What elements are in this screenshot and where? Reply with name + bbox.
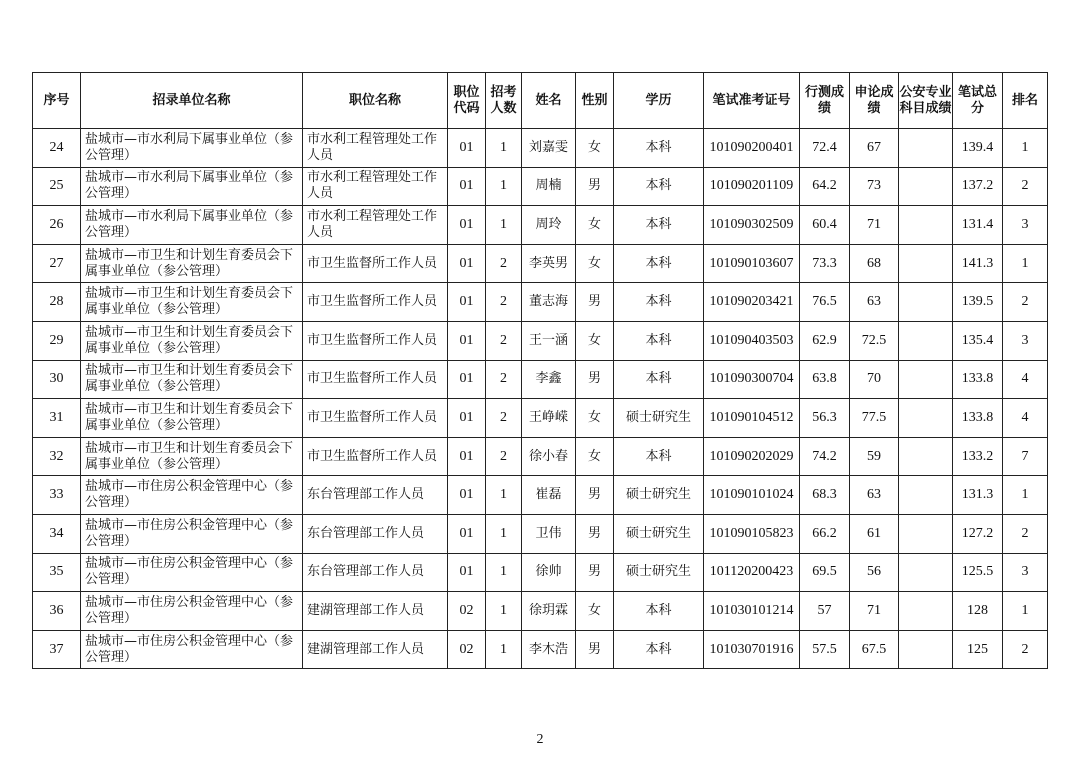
cell-rank: 4: [1003, 399, 1048, 438]
cell-unit: 盐城市—市住房公积金管理中心（参公管理）: [81, 630, 303, 669]
cell-name: 徐玥霖: [522, 592, 576, 631]
cell-total: 139.4: [953, 129, 1003, 168]
cell-position: 东台管理部工作人员: [303, 553, 448, 592]
cell-police: [899, 630, 953, 669]
cell-xingce: 72.4: [800, 129, 850, 168]
cell-shenlun: 73: [850, 167, 899, 206]
cell-total: 125.5: [953, 553, 1003, 592]
cell-rank: 2: [1003, 283, 1048, 322]
cell-position: 东台管理部工作人员: [303, 476, 448, 515]
cell-gender: 男: [576, 283, 614, 322]
cell-code: 01: [448, 283, 486, 322]
cell-police: [899, 476, 953, 515]
cell-gender: 女: [576, 321, 614, 360]
cell-ticket: 101090302509: [704, 206, 800, 245]
cell-gender: 女: [576, 399, 614, 438]
cell-gender: 男: [576, 553, 614, 592]
cell-xingce: 64.2: [800, 167, 850, 206]
cell-rank: 2: [1003, 167, 1048, 206]
table-row: [33, 553, 1048, 592]
header-unit: 招录单位名称: [81, 73, 303, 129]
cell-gender: 女: [576, 129, 614, 168]
cell-count: 2: [486, 360, 522, 399]
cell-edu: 本科: [614, 283, 704, 322]
cell-shenlun: 70: [850, 360, 899, 399]
table-row: [33, 244, 1048, 283]
header-shenlun: 申论成绩: [850, 73, 899, 129]
cell-xingce: 68.3: [800, 476, 850, 515]
cell-shenlun: 63: [850, 283, 899, 322]
table-row: [33, 283, 1048, 322]
cell-code: 01: [448, 244, 486, 283]
cell-edu: 本科: [614, 437, 704, 476]
cell-rank: 3: [1003, 206, 1048, 245]
table-row: [33, 129, 1048, 168]
cell-shenlun: 71: [850, 592, 899, 631]
table-row: [33, 630, 1048, 669]
table-body: [33, 129, 1048, 669]
cell-xingce: 63.8: [800, 360, 850, 399]
cell-name: 周玲: [522, 206, 576, 245]
cell-name: 董志海: [522, 283, 576, 322]
cell-xingce: 56.3: [800, 399, 850, 438]
cell-gender: 女: [576, 244, 614, 283]
cell-total: 137.2: [953, 167, 1003, 206]
cell-total: 125: [953, 630, 1003, 669]
cell-ticket: 101090105823: [704, 514, 800, 553]
cell-ticket: 101090203421: [704, 283, 800, 322]
header-total: 笔试总分: [953, 73, 1003, 129]
cell-ticket: 101090201109: [704, 167, 800, 206]
cell-edu: 本科: [614, 129, 704, 168]
table-row: [33, 399, 1048, 438]
score-table: [32, 72, 1048, 669]
cell-seq: 28: [33, 283, 81, 322]
cell-rank: 1: [1003, 476, 1048, 515]
cell-rank: 4: [1003, 360, 1048, 399]
cell-count: 1: [486, 167, 522, 206]
cell-shenlun: 72.5: [850, 321, 899, 360]
cell-name: 李木浩: [522, 630, 576, 669]
cell-unit: 盐城市—市卫生和计划生育委员会下属事业单位（参公管理）: [81, 244, 303, 283]
page-number: 2: [536, 732, 544, 747]
cell-gender: 男: [576, 167, 614, 206]
cell-xingce: 62.9: [800, 321, 850, 360]
cell-rank: 2: [1003, 514, 1048, 553]
cell-unit: 盐城市—市水利局下属事业单位（参公管理）: [81, 129, 303, 168]
cell-unit: 盐城市—市卫生和计划生育委员会下属事业单位（参公管理）: [81, 283, 303, 322]
cell-gender: 男: [576, 630, 614, 669]
cell-position: 市卫生监督所工作人员: [303, 437, 448, 476]
cell-police: [899, 360, 953, 399]
cell-position: 市卫生监督所工作人员: [303, 283, 448, 322]
cell-total: 127.2: [953, 514, 1003, 553]
cell-ticket: 101090101024: [704, 476, 800, 515]
cell-total: 131.4: [953, 206, 1003, 245]
cell-seq: 27: [33, 244, 81, 283]
table-row: [33, 514, 1048, 553]
cell-police: [899, 399, 953, 438]
cell-seq: 30: [33, 360, 81, 399]
cell-shenlun: 68: [850, 244, 899, 283]
cell-total: 133.2: [953, 437, 1003, 476]
cell-total: 131.3: [953, 476, 1003, 515]
cell-gender: 女: [576, 592, 614, 631]
cell-xingce: 57.5: [800, 630, 850, 669]
table-row: [33, 592, 1048, 631]
cell-ticket: 101090202029: [704, 437, 800, 476]
cell-ticket: 101120200423: [704, 553, 800, 592]
cell-ticket: 101030701916: [704, 630, 800, 669]
cell-position: 市卫生监督所工作人员: [303, 399, 448, 438]
cell-gender: 女: [576, 437, 614, 476]
header-xingce: 行测成绩: [800, 73, 850, 129]
cell-code: 01: [448, 129, 486, 168]
cell-position: 市卫生监督所工作人员: [303, 244, 448, 283]
cell-code: 01: [448, 206, 486, 245]
cell-ticket: 101090104512: [704, 399, 800, 438]
cell-count: 1: [486, 206, 522, 245]
cell-shenlun: 77.5: [850, 399, 899, 438]
cell-unit: 盐城市—市水利局下属事业单位（参公管理）: [81, 167, 303, 206]
cell-count: 2: [486, 321, 522, 360]
header-edu: 学历: [614, 73, 704, 129]
cell-total: 133.8: [953, 360, 1003, 399]
cell-edu: 硕士研究生: [614, 399, 704, 438]
cell-edu: 本科: [614, 321, 704, 360]
cell-edu: 本科: [614, 360, 704, 399]
cell-code: 01: [448, 437, 486, 476]
cell-code: 02: [448, 592, 486, 631]
cell-code: 01: [448, 167, 486, 206]
cell-seq: 34: [33, 514, 81, 553]
header-ticket: 笔试准考证号: [704, 73, 800, 129]
cell-shenlun: 71: [850, 206, 899, 245]
cell-rank: 1: [1003, 244, 1048, 283]
cell-seq: 29: [33, 321, 81, 360]
header-name: 姓名: [522, 73, 576, 129]
cell-count: 1: [486, 630, 522, 669]
cell-xingce: 66.2: [800, 514, 850, 553]
cell-unit: 盐城市—市卫生和计划生育委员会下属事业单位（参公管理）: [81, 437, 303, 476]
cell-edu: 本科: [614, 167, 704, 206]
cell-position: 建湖管理部工作人员: [303, 630, 448, 669]
cell-shenlun: 59: [850, 437, 899, 476]
header-code: 职位代码: [448, 73, 486, 129]
cell-unit: 盐城市—市住房公积金管理中心（参公管理）: [81, 592, 303, 631]
cell-unit: 盐城市—市住房公积金管理中心（参公管理）: [81, 514, 303, 553]
cell-name: 周楠: [522, 167, 576, 206]
cell-shenlun: 56: [850, 553, 899, 592]
cell-seq: 31: [33, 399, 81, 438]
cell-edu: 硕士研究生: [614, 514, 704, 553]
cell-position: 市水利工程管理处工作人员: [303, 129, 448, 168]
cell-ticket: 101090103607: [704, 244, 800, 283]
cell-name: 徐帅: [522, 553, 576, 592]
cell-seq: 25: [33, 167, 81, 206]
cell-unit: 盐城市—市卫生和计划生育委员会下属事业单位（参公管理）: [81, 399, 303, 438]
cell-count: 2: [486, 437, 522, 476]
cell-position: 市卫生监督所工作人员: [303, 360, 448, 399]
cell-code: 01: [448, 514, 486, 553]
cell-count: 2: [486, 283, 522, 322]
cell-unit: 盐城市—市卫生和计划生育委员会下属事业单位（参公管理）: [81, 360, 303, 399]
table-row: [33, 167, 1048, 206]
cell-position: 建湖管理部工作人员: [303, 592, 448, 631]
cell-police: [899, 129, 953, 168]
cell-police: [899, 553, 953, 592]
cell-total: 141.3: [953, 244, 1003, 283]
header-seq: 序号: [33, 73, 81, 129]
cell-code: 02: [448, 630, 486, 669]
cell-xingce: 60.4: [800, 206, 850, 245]
table-row: [33, 437, 1048, 476]
cell-edu: 本科: [614, 244, 704, 283]
cell-total: 139.5: [953, 283, 1003, 322]
cell-seq: 24: [33, 129, 81, 168]
cell-edu: 本科: [614, 206, 704, 245]
cell-gender: 男: [576, 360, 614, 399]
cell-count: 1: [486, 476, 522, 515]
header-gender: 性别: [576, 73, 614, 129]
header-count: 招考人数: [486, 73, 522, 129]
cell-xingce: 76.5: [800, 283, 850, 322]
cell-shenlun: 63: [850, 476, 899, 515]
cell-code: 01: [448, 360, 486, 399]
cell-rank: 1: [1003, 592, 1048, 631]
cell-rank: 1: [1003, 129, 1048, 168]
cell-code: 01: [448, 476, 486, 515]
table-row: [33, 476, 1048, 515]
cell-seq: 26: [33, 206, 81, 245]
cell-rank: 7: [1003, 437, 1048, 476]
cell-ticket: 101090300704: [704, 360, 800, 399]
cell-ticket: 101030101214: [704, 592, 800, 631]
cell-code: 01: [448, 321, 486, 360]
cell-name: 刘嘉雯: [522, 129, 576, 168]
cell-shenlun: 67: [850, 129, 899, 168]
cell-seq: 37: [33, 630, 81, 669]
cell-edu: 硕士研究生: [614, 553, 704, 592]
cell-count: 2: [486, 244, 522, 283]
cell-police: [899, 206, 953, 245]
cell-police: [899, 244, 953, 283]
table-header-row: [33, 73, 1048, 129]
cell-position: 东台管理部工作人员: [303, 514, 448, 553]
cell-seq: 35: [33, 553, 81, 592]
cell-xingce: 57: [800, 592, 850, 631]
cell-police: [899, 321, 953, 360]
cell-edu: 本科: [614, 630, 704, 669]
cell-code: 01: [448, 399, 486, 438]
cell-edu: 硕士研究生: [614, 476, 704, 515]
cell-name: 李鑫: [522, 360, 576, 399]
cell-position: 市水利工程管理处工作人员: [303, 167, 448, 206]
cell-count: 1: [486, 553, 522, 592]
cell-gender: 男: [576, 514, 614, 553]
cell-unit: 盐城市—市住房公积金管理中心（参公管理）: [81, 476, 303, 515]
cell-name: 王一涵: [522, 321, 576, 360]
cell-code: 01: [448, 553, 486, 592]
cell-position: 市水利工程管理处工作人员: [303, 206, 448, 245]
cell-police: [899, 592, 953, 631]
cell-total: 133.8: [953, 399, 1003, 438]
cell-ticket: 101090200401: [704, 129, 800, 168]
cell-name: 李英男: [522, 244, 576, 283]
cell-rank: 2: [1003, 630, 1048, 669]
header-position: 职位名称: [303, 73, 448, 129]
cell-unit: 盐城市—市水利局下属事业单位（参公管理）: [81, 206, 303, 245]
cell-police: [899, 514, 953, 553]
cell-name: 崔磊: [522, 476, 576, 515]
cell-name: 卫伟: [522, 514, 576, 553]
cell-seq: 32: [33, 437, 81, 476]
cell-edu: 本科: [614, 592, 704, 631]
cell-name: 徐小春: [522, 437, 576, 476]
cell-position: 市卫生监督所工作人员: [303, 321, 448, 360]
table-row: [33, 206, 1048, 245]
cell-count: 2: [486, 399, 522, 438]
cell-shenlun: 67.5: [850, 630, 899, 669]
cell-police: [899, 437, 953, 476]
header-rank: 排名: [1003, 73, 1048, 129]
cell-count: 1: [486, 514, 522, 553]
header-police: 公安专业科目成绩: [899, 73, 953, 129]
cell-police: [899, 283, 953, 322]
cell-ticket: 101090403503: [704, 321, 800, 360]
cell-police: [899, 167, 953, 206]
cell-rank: 3: [1003, 553, 1048, 592]
cell-seq: 36: [33, 592, 81, 631]
cell-rank: 3: [1003, 321, 1048, 360]
cell-gender: 女: [576, 206, 614, 245]
cell-unit: 盐城市—市卫生和计划生育委员会下属事业单位（参公管理）: [81, 321, 303, 360]
cell-name: 王峥嵘: [522, 399, 576, 438]
cell-xingce: 69.5: [800, 553, 850, 592]
table-row: [33, 360, 1048, 399]
cell-count: 1: [486, 592, 522, 631]
cell-count: 1: [486, 129, 522, 168]
cell-seq: 33: [33, 476, 81, 515]
cell-xingce: 73.3: [800, 244, 850, 283]
cell-gender: 男: [576, 476, 614, 515]
cell-total: 128: [953, 592, 1003, 631]
cell-unit: 盐城市—市住房公积金管理中心（参公管理）: [81, 553, 303, 592]
table-row: [33, 321, 1048, 360]
cell-total: 135.4: [953, 321, 1003, 360]
cell-xingce: 74.2: [800, 437, 850, 476]
cell-shenlun: 61: [850, 514, 899, 553]
